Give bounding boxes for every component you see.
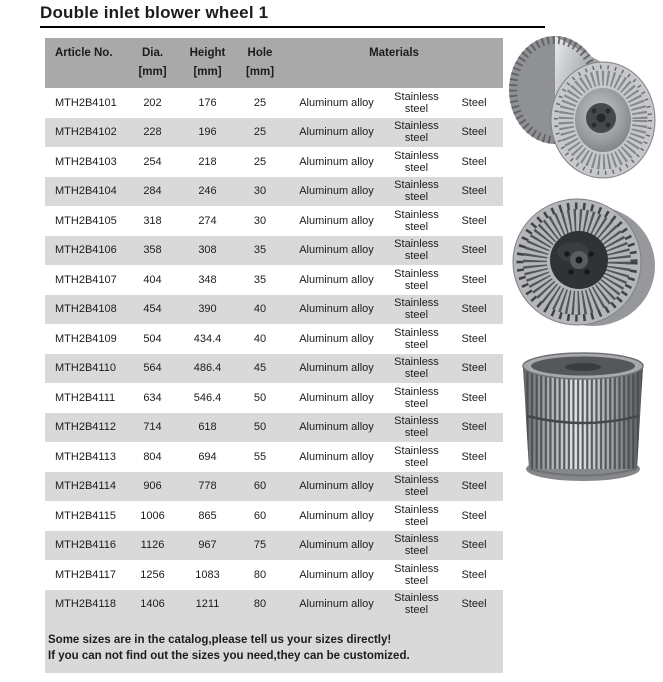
cell-m1: Aluminum alloy: [299, 568, 374, 581]
page-title: Double inlet blower wheel 1: [40, 3, 545, 28]
cell-m2: Stainless steel: [394, 562, 439, 587]
cell-article: MTH2B4106: [55, 244, 117, 257]
table-row: [45, 324, 503, 354]
table-body: [45, 88, 503, 619]
table-row: [45, 354, 503, 384]
cell-m2: Stainless steel: [394, 326, 439, 351]
cell-height: 218: [198, 155, 217, 168]
cell-hole: 40: [253, 332, 267, 345]
cell-article: MTH2B4116: [55, 539, 116, 552]
cell-m2: Stainless steel: [394, 385, 439, 410]
cell-m3: Steel: [461, 509, 487, 522]
cell-height: 778: [198, 480, 217, 493]
cell-height: 1211: [195, 598, 220, 611]
cell-m3: Steel: [461, 214, 487, 227]
cell-dia: 804: [143, 450, 162, 463]
cell-hole: 80: [253, 568, 267, 581]
blower-wheel-side-photo: [503, 344, 663, 492]
cell-dia: 318: [143, 214, 162, 227]
cell-hole: 55: [253, 450, 267, 463]
cell-height: 308: [198, 244, 217, 257]
cell-dia: 454: [143, 303, 162, 316]
table-row: [45, 472, 503, 502]
cell-hole: 60: [253, 509, 267, 522]
cell-hole: 30: [253, 185, 267, 198]
cell-hole: 80: [253, 598, 267, 611]
cell-m1: Aluminum alloy: [299, 126, 374, 139]
table-row: [45, 206, 503, 236]
header-materials: [285, 38, 503, 88]
cell-m2: Stainless steel: [394, 179, 439, 204]
product-photos: [503, 28, 663, 494]
cell-m2: Stainless steel: [394, 208, 439, 233]
cell-m1: Aluminum alloy: [299, 450, 374, 463]
cell-m3: Steel: [461, 450, 487, 463]
cell-dia: 564: [143, 362, 162, 375]
cell-m2: Stainless steel: [394, 238, 439, 263]
spec-table: [45, 38, 503, 673]
cell-dia: 1256: [140, 568, 165, 581]
cell-article: MTH2B4109: [55, 332, 117, 345]
cell-m3: Steel: [461, 391, 487, 404]
note-line-2: If you can not find out the sizes you need,they can be customized.: [48, 650, 410, 662]
cell-dia: 284: [143, 185, 162, 198]
cell-m2: Stainless steel: [394, 415, 439, 440]
header-dia: [125, 38, 180, 88]
cell-m2: Stainless steel: [394, 297, 439, 322]
cell-dia: 714: [143, 421, 162, 434]
cell-m3: Steel: [461, 273, 487, 286]
table-header: [45, 38, 503, 88]
cell-dia: 254: [143, 155, 162, 168]
header-article-label: Article No.: [55, 47, 113, 59]
cell-m2: Stainless steel: [394, 149, 439, 174]
cell-m3: Steel: [461, 244, 487, 257]
cell-m1: Aluminum alloy: [299, 362, 374, 375]
cell-height: 546.4: [193, 391, 222, 404]
cell-m1: Aluminum alloy: [299, 214, 374, 227]
cell-m2: Stainless steel: [394, 474, 439, 499]
cell-dia: 634: [143, 391, 162, 404]
cell-m3: Steel: [461, 480, 487, 493]
header-hole: [235, 38, 285, 88]
cell-m3: Steel: [461, 126, 487, 139]
cell-dia: 358: [143, 244, 162, 257]
cell-hole: 50: [253, 391, 267, 404]
cell-article: MTH2B4115: [55, 509, 116, 522]
cell-dia: 228: [143, 126, 162, 139]
header-height-unit: [mm]: [193, 66, 222, 78]
cell-hole: 25: [253, 155, 267, 168]
header-height: [180, 38, 235, 88]
cell-hole: 30: [253, 214, 267, 227]
cell-article: MTH2B4117: [55, 568, 116, 581]
cell-article: MTH2B4118: [55, 598, 116, 611]
cell-article: MTH2B4102: [55, 126, 117, 139]
cell-m1: Aluminum alloy: [299, 391, 374, 404]
table-row: [45, 442, 503, 472]
note-line-1: Some sizes are in the catalog,please tell us your sizes directly!: [48, 634, 392, 646]
cell-dia: 1006: [140, 509, 165, 522]
cell-height: 865: [198, 509, 217, 522]
table-row: [45, 147, 503, 177]
cell-m3: Steel: [461, 568, 487, 581]
cell-article: MTH2B4104: [55, 185, 117, 198]
cell-m3: Steel: [461, 598, 487, 611]
cell-m1: Aluminum alloy: [299, 539, 374, 552]
cell-m1: Aluminum alloy: [299, 185, 374, 198]
cell-hole: 75: [253, 539, 267, 552]
table-row: [45, 118, 503, 148]
cell-m2: Stainless steel: [394, 533, 439, 558]
blower-wheel-front-image: [503, 192, 661, 342]
cell-m1: Aluminum alloy: [299, 509, 374, 522]
cell-dia: 1406: [140, 598, 165, 611]
table-row: [45, 531, 503, 561]
cell-dia: 504: [143, 332, 162, 345]
cell-m1: Aluminum alloy: [299, 273, 374, 286]
cell-article: MTH2B4112: [55, 421, 116, 434]
cell-dia: 202: [143, 96, 162, 109]
cell-m1: Aluminum alloy: [299, 96, 374, 109]
cell-m2: Stainless steel: [394, 356, 439, 381]
cell-m3: Steel: [461, 155, 487, 168]
cell-m3: Steel: [461, 539, 487, 552]
cell-m2: Stainless steel: [394, 267, 439, 292]
cell-height: 1083: [195, 568, 220, 581]
note-block: [45, 619, 503, 673]
header-dia-unit: [mm]: [138, 66, 167, 78]
blower-wheel-side-image: [507, 344, 659, 492]
cell-m2: Stainless steel: [394, 90, 439, 115]
table-row: [45, 590, 503, 620]
cell-hole: 35: [253, 273, 267, 286]
cell-height: 434.4: [193, 332, 222, 345]
cell-height: 618: [198, 421, 217, 434]
table-row: [45, 560, 503, 590]
blower-wheel-angled-photo: [503, 28, 663, 190]
cell-article: MTH2B4103: [55, 155, 117, 168]
cell-m3: Steel: [461, 421, 487, 434]
table-row: [45, 383, 503, 413]
table-row: [45, 413, 503, 443]
cell-m2: Stainless steel: [394, 592, 439, 617]
table-row: [45, 88, 503, 118]
header-dia-label: Dia.: [141, 47, 164, 59]
cell-m1: Aluminum alloy: [299, 480, 374, 493]
cell-dia: 404: [143, 273, 162, 286]
header-height-label: Height: [189, 47, 226, 59]
cell-m3: Steel: [461, 362, 487, 375]
header-hole-label: Hole: [247, 47, 273, 59]
cell-m1: Aluminum alloy: [299, 598, 374, 611]
cell-height: 390: [198, 303, 217, 316]
cell-article: MTH2B4107: [55, 273, 117, 286]
table-row: [45, 236, 503, 266]
blower-wheel-front-photo: [503, 192, 663, 342]
cell-hole: 50: [253, 421, 267, 434]
cell-article: MTH2B4108: [55, 303, 117, 316]
cell-m1: Aluminum alloy: [299, 155, 374, 168]
cell-height: 196: [198, 126, 217, 139]
cell-m1: Aluminum alloy: [299, 303, 374, 316]
cell-m1: Aluminum alloy: [299, 332, 374, 345]
cell-m2: Stainless steel: [394, 503, 439, 528]
cell-m1: Aluminum alloy: [299, 421, 374, 434]
cell-article: MTH2B4110: [55, 362, 116, 375]
cell-height: 967: [198, 539, 217, 552]
cell-dia: 1126: [140, 539, 165, 552]
cell-m3: Steel: [461, 332, 487, 345]
header-hole-unit: [mm]: [245, 66, 275, 78]
cell-article: MTH2B4114: [55, 480, 116, 493]
cell-hole: 35: [253, 244, 267, 257]
cell-m3: Steel: [461, 96, 487, 109]
cell-m2: Stainless steel: [394, 444, 439, 469]
header-article: [45, 38, 125, 88]
cell-hole: 40: [253, 303, 267, 316]
table-row: [45, 177, 503, 207]
header-materials-label: Materials: [369, 47, 419, 59]
cell-article: MTH2B4105: [55, 214, 117, 227]
cell-hole: 25: [253, 96, 267, 109]
table-row: [45, 295, 503, 325]
cell-hole: 25: [253, 126, 267, 139]
cell-height: 348: [198, 273, 217, 286]
table-row: [45, 265, 503, 295]
cell-m2: Stainless steel: [394, 120, 439, 145]
cell-article: MTH2B4113: [55, 450, 116, 463]
cell-m3: Steel: [461, 303, 487, 316]
cell-hole: 45: [253, 362, 267, 375]
cell-height: 246: [198, 185, 217, 198]
cell-height: 694: [198, 450, 217, 463]
cell-article: MTH2B4101: [55, 96, 117, 109]
blower-wheel-angled-image: [503, 28, 661, 190]
cell-height: 486.4: [193, 362, 222, 375]
cell-m3: Steel: [461, 185, 487, 198]
cell-dia: 906: [143, 480, 162, 493]
table-row: [45, 501, 503, 531]
cell-height: 176: [198, 96, 217, 109]
cell-hole: 60: [253, 480, 267, 493]
cell-m1: Aluminum alloy: [299, 244, 374, 257]
cell-article: MTH2B4111: [55, 391, 116, 404]
cell-height: 274: [198, 214, 217, 227]
